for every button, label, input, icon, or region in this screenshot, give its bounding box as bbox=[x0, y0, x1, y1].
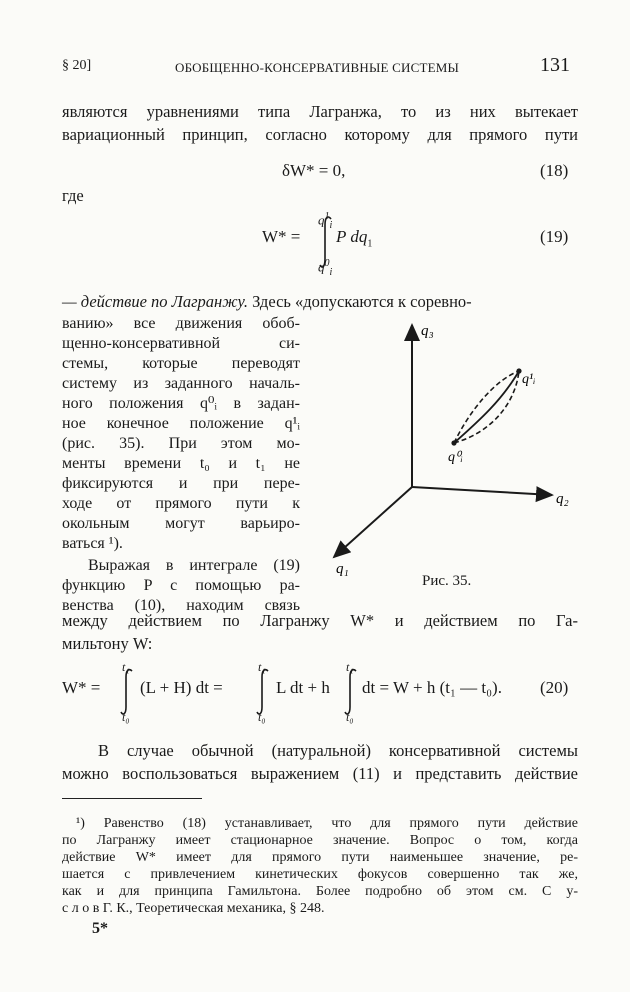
eq20-lower-limit: t₀ bbox=[122, 710, 130, 724]
text-line: мильтону W: bbox=[62, 634, 153, 653]
text-line: являются уравнениями типа Лагранжа, то из них вытекает bbox=[62, 102, 578, 121]
axis-q1 bbox=[334, 487, 412, 557]
label-q1: q₁ bbox=[336, 561, 349, 577]
column-line: (рис. 35). При этом мо- bbox=[62, 435, 300, 452]
eq20-part: L dt + h bbox=[276, 678, 330, 697]
equation-number-19: (19) bbox=[540, 227, 569, 246]
footnote-line: с л о в Г. К., Теоретическая механика, § 248. bbox=[62, 901, 325, 916]
figure-caption: Рис. 35. bbox=[422, 573, 472, 589]
eq20-part: W* = bbox=[62, 678, 101, 697]
column-line: ходе от прямого пути к bbox=[62, 495, 300, 512]
footnote-line: действие W* имеет для прямого пути наименьшее значение, ре- bbox=[62, 850, 578, 865]
figure-35 bbox=[320, 315, 580, 585]
footnote-rule bbox=[62, 798, 202, 799]
column-line: фиксируются и при пере- bbox=[62, 475, 300, 492]
column-text bbox=[62, 314, 300, 616]
column-line: функцию P с помощью ра- bbox=[62, 577, 300, 594]
column-line: систему из заданного началь- bbox=[62, 375, 300, 392]
text-line: можно воспользоваться выражением (11) и представить действие bbox=[62, 764, 578, 783]
column-line: менты времени t₀ и t₁ не bbox=[62, 455, 300, 472]
eq20-upper-limit: t₁ bbox=[258, 660, 266, 674]
text-span: Здесь «допускаются к соревно- bbox=[247, 292, 472, 311]
column-line: венства (10), находим связь bbox=[62, 597, 300, 614]
label-q2: q₂ bbox=[556, 491, 569, 507]
label-start-point: q⁰ᵢ bbox=[448, 450, 463, 465]
equation-number-18: (18) bbox=[540, 161, 569, 180]
footnote-line: как и для принципа Гамильтона. Более подробно об этом см. С у- bbox=[62, 884, 578, 899]
integral-sign bbox=[255, 668, 271, 716]
eq19-integrand: P $dq_1$ bbox=[336, 227, 373, 250]
text-line bbox=[62, 290, 578, 313]
column-line: ванию» все движения обоб- bbox=[62, 315, 300, 332]
column-line: ваться ¹). bbox=[62, 535, 123, 552]
eq20-part: dt = W + h (t₁ — t₀). bbox=[362, 678, 502, 697]
footnote-line: по Лагранжу имеет стационарное значение. Вопрос о том, когда bbox=[62, 833, 578, 848]
column-line: окольным могут варьиро- bbox=[62, 515, 300, 532]
running-title: ОБОБЩЕННО-КОНСЕРВАТИВНЫЕ СИСТЕМЫ bbox=[175, 60, 460, 75]
integral-sign bbox=[119, 668, 135, 716]
section-marker: § 20] bbox=[62, 58, 92, 73]
italic-term: — действие по Лагранжу. bbox=[62, 292, 248, 311]
eq20-upper-limit: t₁ bbox=[122, 660, 130, 674]
axis-q2 bbox=[412, 487, 552, 495]
column-line: стемы, которые переводят bbox=[62, 355, 300, 372]
page-number: 131 bbox=[540, 54, 570, 76]
label-end-point: q¹ᵢ bbox=[522, 372, 536, 387]
eq20-lower-limit: t₀ bbox=[346, 710, 354, 724]
footnote-line: шается с привлечением кинетических фокусов совершенно так же, bbox=[62, 867, 578, 882]
eq19-lower-limit: $q^0_i$ bbox=[318, 258, 333, 278]
eq19-upper-limit: $q^1_i$ bbox=[318, 211, 333, 231]
text-line: между действием по Лагранжу W* и действием по Га- bbox=[62, 611, 578, 630]
equation-number-20: (20) bbox=[540, 678, 569, 697]
equation-19 bbox=[262, 205, 402, 278]
path-curve bbox=[454, 371, 519, 443]
text-line: вариационный принцип, согласно которому для прямого пути bbox=[62, 125, 578, 144]
eq20-upper-limit: t₁ bbox=[346, 660, 354, 674]
equation-20 bbox=[62, 660, 542, 730]
column-line: щенно-консервативной си- bbox=[62, 335, 300, 352]
text-line: В случае обычной (натуральной) консервативной системы bbox=[98, 741, 578, 760]
equation-18: δW* = 0, bbox=[282, 161, 346, 180]
column-line: ного положения q⁰ᵢ в задан- bbox=[62, 395, 300, 412]
eq20-part: (L + H) dt = bbox=[140, 678, 223, 697]
direct-path bbox=[454, 371, 519, 443]
path-curve bbox=[454, 371, 519, 443]
eq19-lhs: W* = bbox=[262, 227, 301, 246]
column-line: Выражая в интеграле (19) bbox=[88, 557, 300, 574]
signature-mark: 5* bbox=[92, 920, 108, 937]
label-q3: q₃ bbox=[421, 323, 434, 339]
column-line: ное конечное положение q¹ᵢ bbox=[62, 415, 300, 432]
eq20-lower-limit: t₀ bbox=[258, 710, 266, 724]
integral-sign bbox=[343, 668, 359, 716]
end-point bbox=[516, 368, 521, 373]
start-point bbox=[451, 440, 456, 445]
footnote-line: ¹) Равенство (18) устанавливает, что для прямого пути действие bbox=[76, 816, 578, 831]
where-word: где bbox=[62, 186, 84, 205]
